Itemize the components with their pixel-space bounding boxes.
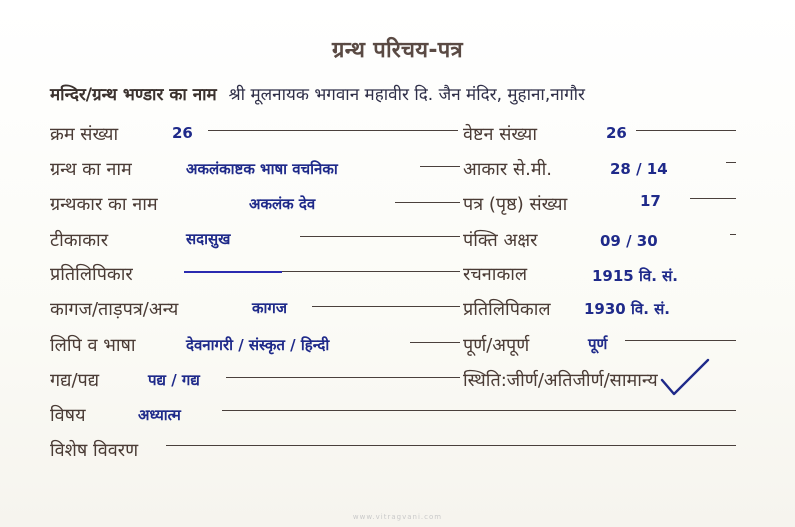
material-value: कागज [252, 299, 287, 317]
temple-name-value: श्री मूलनायक भगवान महावीर दि. जैन मंदिर, मुहाना,नागौर [228, 85, 585, 105]
script-language-label: लिपि व भाषा [50, 335, 136, 356]
commentator-label: टीकाकार [50, 230, 109, 251]
material-label: कागज/ताड़पत्र/अन्य [50, 299, 179, 320]
subject-line [222, 410, 736, 411]
wrapper-no-line [636, 130, 736, 131]
complete-label: पूर्ण/अपूर्ण [463, 335, 530, 356]
serial-no-line [208, 130, 458, 131]
special-details-line [166, 445, 736, 446]
prose-verse-line [226, 377, 460, 378]
copyist-label: प्रतिलिपिकार [50, 264, 133, 285]
copyist-blank-mark [184, 271, 282, 273]
composition-date-value: 1915 वि. सं. [592, 267, 678, 285]
serial-no-label: क्रम संख्या [50, 124, 119, 145]
temple-name-label: मन्दिर/ग्रन्थ भण्डार का नाम [50, 85, 217, 105]
lines-letters-label: पंक्ति अक्षर [463, 230, 538, 251]
lines-letters-line [730, 234, 736, 235]
complete-value: पूर्ण [588, 335, 608, 353]
wrapper-no-label: वेष्टन संख्या [463, 124, 538, 145]
serial-no-value: 26 [172, 124, 193, 142]
author-value: अकलंक देव [249, 195, 316, 213]
prose-verse-value: पद्य / गद्य [148, 371, 200, 389]
size-line [726, 162, 736, 163]
temple-name-row [50, 82, 585, 105]
special-details-label: विशेष विवरण [50, 440, 139, 461]
composition-date-label: रचनाकाल [463, 264, 528, 285]
copy-date-value: 1930 वि. सं. [584, 300, 670, 318]
book-name-label: ग्रन्थ का नाम [50, 159, 132, 180]
material-line [312, 306, 460, 307]
commentator-value: सदासुख [186, 230, 231, 248]
book-name-line [420, 166, 460, 167]
book-name-value: अकलंकाष्टक भाषा वचनिका [186, 160, 338, 178]
author-line [395, 202, 460, 203]
lines-letters-value: 09 / 30 [600, 232, 658, 250]
script-language-line [410, 342, 460, 343]
copyist-line [282, 271, 460, 272]
size-label: आकार से.मी. [463, 159, 553, 180]
checkmark-icon [660, 356, 712, 398]
subject-value: अध्यात्म [138, 406, 181, 424]
condition-label: स्थिति:जीर्ण/अतिजीर्ण/सामान्य [463, 370, 658, 391]
subject-label: विषय [50, 405, 86, 426]
leaves-value: 17 [640, 192, 661, 210]
wrapper-no-value: 26 [606, 124, 627, 142]
leaves-label: पत्र (पृष्ठ) संख्या [463, 194, 568, 215]
size-value: 28 / 14 [610, 160, 668, 178]
script-language-value: देवनागरी / संस्कृत / हिन्दी [186, 336, 330, 354]
commentator-line [300, 236, 460, 237]
card-title: ग्रन्थ परिचय-पत्र [332, 38, 463, 63]
leaves-line [690, 198, 736, 199]
copy-date-label: प्रतिलिपिकाल [463, 299, 551, 320]
watermark-text: www.vitragvani.com [352, 513, 443, 521]
prose-verse-label: गद्य/पद्य [50, 370, 100, 391]
author-label: ग्रन्थकार का नाम [50, 194, 158, 215]
complete-line [625, 340, 736, 341]
